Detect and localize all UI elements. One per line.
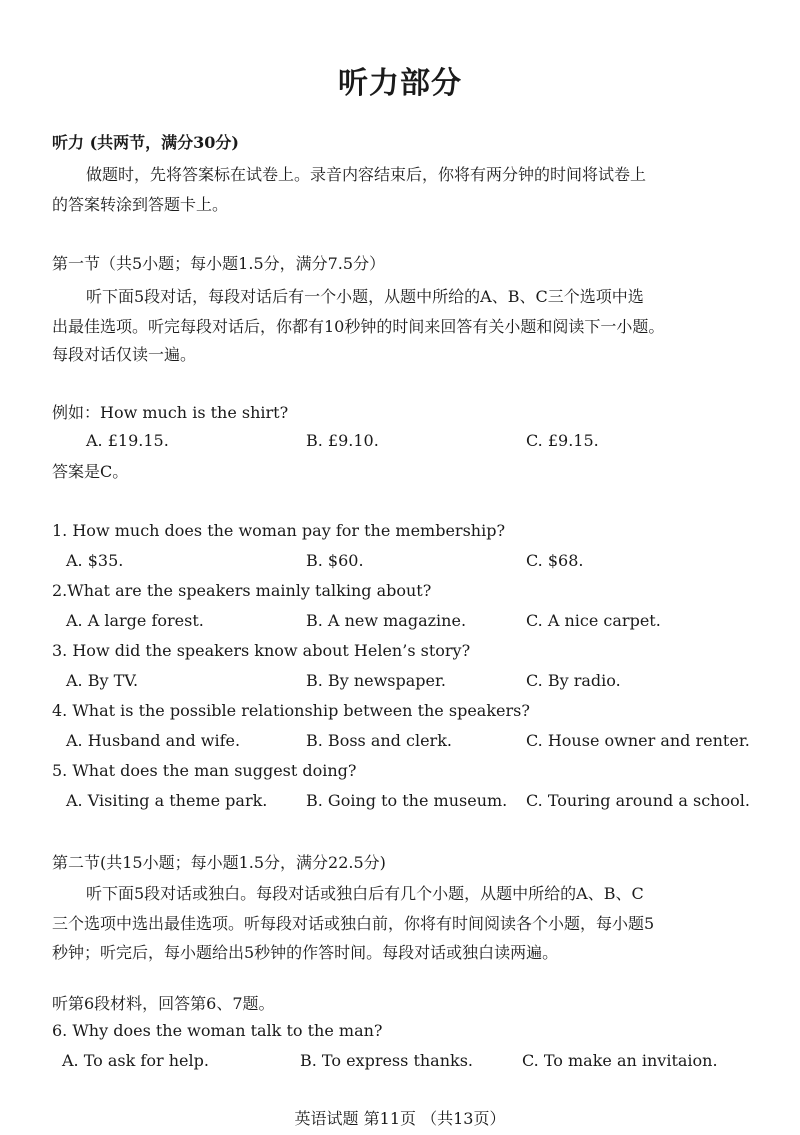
question-3-option-b: B. By newspaper. [306,671,446,690]
question-3-option-a: A. By TV. [66,671,139,690]
question-1-option-a: A. $35. [66,551,124,570]
listening-heading: 听力 (共两节，满分30分) [52,133,239,152]
question-2-option-b: B. A new magazine. [306,611,467,630]
question-6-option-c: C. To make an invitaion. [522,1051,718,1070]
example-answer: 答案是C。 [52,462,129,481]
section1-line-1: 听下面5段对话，每段对话后有一个小题，从题中所给的A、B、C三个选项中选 [86,287,644,306]
intro-line-2: 的答案转涂到答题卡上。 [52,195,229,214]
page-title: 听力部分 [338,66,462,101]
section2-heading: 第二节(共15小题；每小题1.5分，满分22.5分) [52,853,386,872]
section2-line-3: 秒钟；听完后，每小题给出5秒钟的作答时间。每段对话或独白读两遍。 [52,943,559,962]
question-4-option-c: C. House owner and renter. [526,731,750,750]
question-3: 3. How did the speakers know about Helen’s story? [52,641,471,660]
question-2: 2.What are the speakers mainly talking about? [52,581,432,600]
question-5-option-c: C. Touring around a school. [526,791,750,810]
question-2-option-c: C. A nice carpet. [526,611,661,630]
section1-line-2: 出最佳选项。听完每段对话后，你都有10秒钟的时间来回答有关小题和阅读下一小题。 [52,317,665,336]
question-6-option-a: A. To ask for help. [62,1051,209,1070]
material6-heading: 听第6段材料，回答第6、7题。 [52,994,275,1013]
question-5-option-b: B. Going to the museum. [306,791,508,810]
example-option-b: B. £9.10. [306,431,379,450]
question-2-option-a: A. A large forest. [66,611,204,630]
question-1: 1. How much does the woman pay for the membership? [52,521,506,540]
question-5-option-a: A. Visiting a theme park. [66,791,268,810]
question-5: 5. What does the man suggest doing? [52,761,357,780]
question-6: 6. Why does the woman talk to the man? [52,1021,383,1040]
question-4: 4. What is the possible relationship between the speakers? [52,701,530,720]
example-question: 例如：How much is the shirt? [52,403,289,422]
question-4-option-b: B. Boss and clerk. [306,731,452,750]
question-6-option-b: B. To express thanks. [300,1051,474,1070]
section1-line-3: 每段对话仅读一遍。 [52,345,197,364]
page-footer: 英语试题 第11页 （共13页） [294,1109,506,1128]
section2-line-1: 听下面5段对话或独白。每段对话或独白后有几个小题，从题中所给的A、B、C [86,884,644,903]
question-1-option-c: C. $68. [526,551,584,570]
question-3-option-c: C. By radio. [526,671,621,690]
example-option-c: C. £9.15. [526,431,599,450]
section2-line-2: 三个选项中选出最佳选项。听每段对话或独白前，你将有时间阅读各个小题，每小题5 [52,914,655,933]
question-1-option-b: B. $60. [306,551,364,570]
section1-heading: 第一节（共5小题；每小题1.5分，满分7.5分） [52,254,386,273]
question-4-option-a: A. Husband and wife. [66,731,241,750]
example-option-a: A. £19.15. [86,431,169,450]
intro-line-1: 做题时，先将答案标在试卷上。录音内容结束后，你将有两分钟的时间将试卷上 [86,165,647,184]
